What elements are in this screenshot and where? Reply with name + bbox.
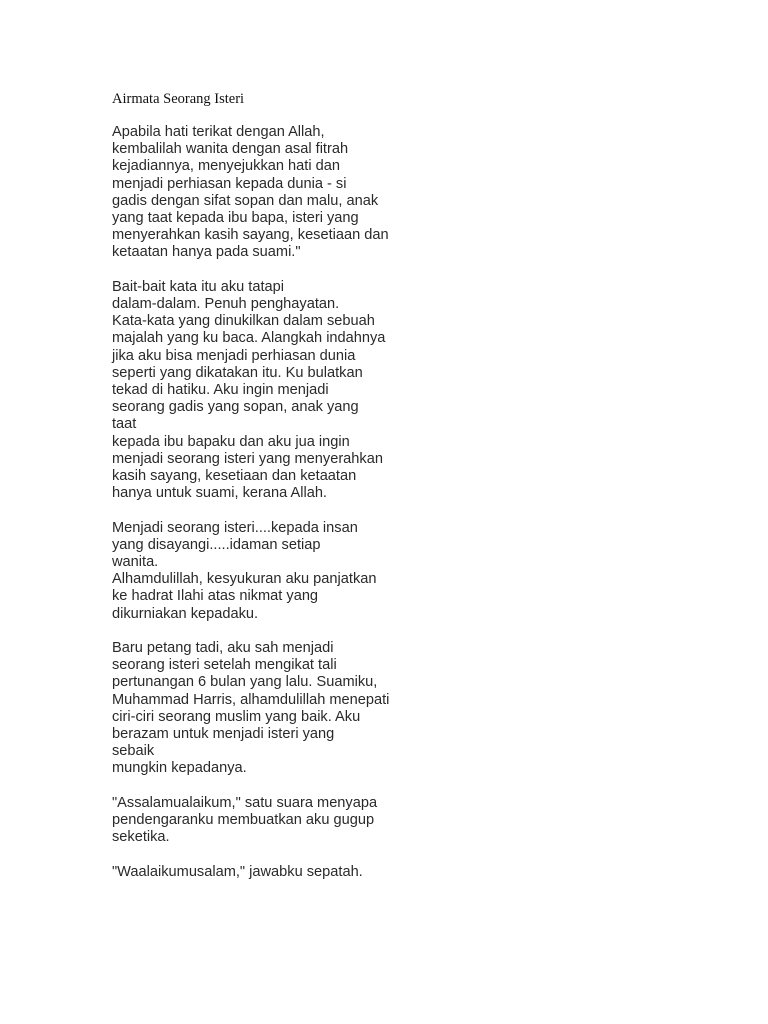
text-line: hanya untuk suami, kerana Allah. bbox=[112, 485, 327, 502]
text-line: mungkin kepadanya. bbox=[112, 760, 247, 777]
text-line: ketaatan hanya pada suami." bbox=[112, 244, 301, 261]
paragraph bbox=[112, 864, 412, 881]
text-line: Apabila hati terikat dengan Allah, bbox=[112, 124, 325, 140]
paragraph bbox=[112, 279, 412, 503]
text-line: kepada ibu bapaku dan aku jua ingin bbox=[112, 433, 350, 450]
paragraph bbox=[112, 124, 412, 262]
text-line: menjadi perhiasan kepada dunia - si bbox=[112, 175, 347, 192]
text-line: taat bbox=[112, 416, 137, 433]
text-line: pertunangan 6 bulan yang lalu. Suamiku, bbox=[112, 674, 378, 691]
text-line: tekad di hatiku. Aku ingin menjadi bbox=[112, 382, 329, 399]
text-line: seorang isteri setelah mengikat tali bbox=[112, 657, 337, 674]
text-line: Menjadi seorang isteri....kepada insan bbox=[112, 519, 358, 536]
text-line: majalah yang ku baca. Alangkah indahnya bbox=[112, 330, 386, 347]
text-line: Bait-bait kata itu aku tatapi bbox=[112, 278, 284, 295]
paragraph bbox=[112, 520, 412, 623]
text-line: seorang gadis yang sopan, anak yang bbox=[112, 399, 359, 416]
text-line: ke hadrat Ilahi atas nikmat yang bbox=[112, 588, 319, 605]
text-line: jika aku bisa menjadi perhiasan dunia bbox=[112, 347, 356, 364]
text-line: seperti yang dikatakan itu. Ku bulatkan bbox=[112, 364, 363, 381]
text-line: yang disayangi.....idaman setiap bbox=[112, 536, 321, 553]
document-title: Airmata Seorang Isteri bbox=[112, 91, 245, 107]
text-line: yang taat kepada ibu bapa, isteri yang bbox=[112, 210, 359, 227]
text-line: kasih sayang, kesetiaan dan ketaatan bbox=[112, 468, 357, 485]
text-line: Muhammad Harris, alhamdulillah menepati bbox=[112, 691, 390, 708]
text-line: dalam-dalam. Penuh penghayatan. bbox=[112, 296, 340, 313]
text-line: "Assalamualaikum," satu suara menyapa bbox=[112, 794, 378, 811]
text-line: seketika. bbox=[112, 829, 170, 846]
text-line: Kata-kata yang dinukilkan dalam sebuah bbox=[112, 313, 375, 330]
text-line: gadis dengan sifat sopan dan malu, anak bbox=[112, 192, 379, 209]
text-line: berazam untuk menjadi isteri yang bbox=[112, 726, 335, 743]
text-line: Baru petang tadi, aku sah menjadi bbox=[112, 640, 334, 657]
paragraph bbox=[112, 795, 412, 847]
text-line: sebaik bbox=[112, 743, 155, 760]
text-line: kembalilah wanita dengan asal fitrah bbox=[112, 141, 349, 158]
text-line: wanita. bbox=[112, 554, 159, 571]
text-line: ciri-ciri seorang muslim yang baik. Aku bbox=[112, 708, 361, 725]
text-line: menjadi seorang isteri yang menyerahkan bbox=[112, 450, 383, 467]
paragraph bbox=[112, 640, 412, 778]
text-line: "Waalaikumusalam," jawabku sepatah. bbox=[112, 863, 363, 880]
text-line: Alhamdulillah, kesyukuran aku panjatkan bbox=[112, 571, 377, 588]
text-line: pendengaranku membuatkan aku gugup bbox=[112, 812, 375, 829]
text-line: kejadiannya, menyejukkan hati dan bbox=[112, 158, 340, 175]
document-body bbox=[112, 124, 412, 898]
text-line: menyerahkan kasih sayang, kesetiaan dan bbox=[112, 227, 389, 244]
text-line: dikurniakan kepadaku. bbox=[112, 605, 259, 622]
